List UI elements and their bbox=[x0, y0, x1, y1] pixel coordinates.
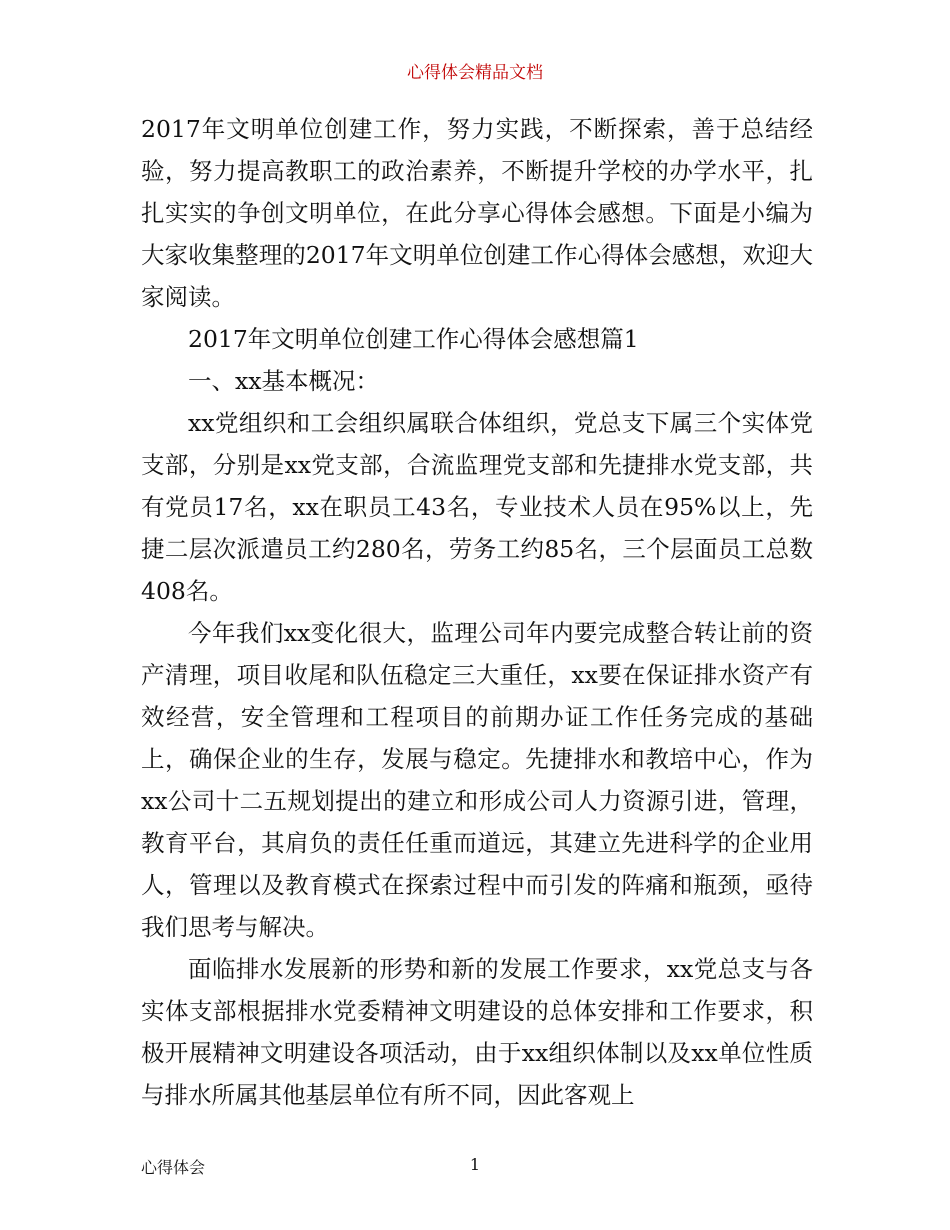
page-header: 心得体会精品文档 bbox=[407, 63, 543, 83]
footer-label: 心得体会 bbox=[141, 1158, 206, 1177]
subsection-heading: 一、xx基本概况： bbox=[188, 367, 380, 395]
document-body bbox=[141, 108, 813, 1116]
paragraph-changes: 今年我们xx变化很大，监理公司年内要完成整合转让前的资产清理，项目收尾和队伍稳定三大重任，xx要在保证排水资产有效经营，安全管理和工程项目的前期办证工作任务完成的基础上，确保企业的生存，发展与稳定。先捷排水和教培中心，作为xx公司十二五规划提出的建立和形成公司人力资源引进，管理，教育平台，其肩负的责任任重而道远，其建立先进科学的企业用人，管理以及教育模式在探索过程中而引发的阵痛和瓶颈，亟待我们思考与解决。 bbox=[141, 619, 813, 941]
section-title: 2017年文明单位创建工作心得体会感想篇1 bbox=[188, 325, 639, 353]
paragraph-intro: 2017年文明单位创建工作，努力实践，不断探索，善于总结经验，努力提高教职工的政治素养，不断提升学校的办学水平，扎扎实实的争创文明单位，在此分享心得体会感想。下面是小编为大家收集整理的2017年文明单位创建工作心得体会感想，欢迎大家阅读。 bbox=[141, 115, 813, 311]
paragraph-development: 面临排水发展新的形势和新的发展工作要求，xx党总支与各实体支部根据排水党委精神文明建设的总体安排和工作要求，积极开展精神文明建设各项活动，由于xx组织体制以及xx单位性质与排水所属其他基层单位有所不同，因此客观上 bbox=[141, 955, 813, 1109]
page-number: 1 bbox=[469, 1155, 481, 1174]
paragraph-overview: xx党组织和工会组织属联合体组织，党总支下属三个实体党支部，分别是xx党支部，合流监理党支部和先捷排水党支部，共有党员17名，xx在职员工43名，专业技术人员在95%以上，先捷二层次派遣员工约280名，劳务工约85名，三个层面员工总数408名。 bbox=[141, 409, 813, 605]
